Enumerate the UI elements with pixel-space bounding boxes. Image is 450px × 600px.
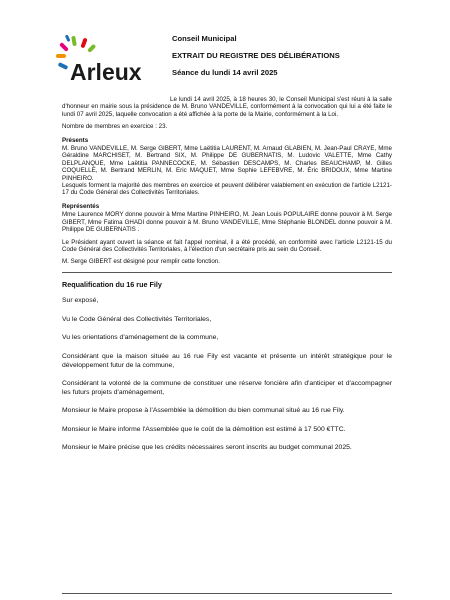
deliberation-paragraph: Considérant que la maison située au 16 rue Fily est vacante et présente un intérêt stratégique pour le développement futur de la commune, xyxy=(62,352,392,369)
presents-list: M. Bruno VANDEVILLE, M. Serge GIBERT, Mme Laëtitia LAURENT, M. Arnaud GLABIEN, M. Jean-Paul CRAYE, Mme Géraldine MARCHISET, M. Bertrand SIX, M. Philippe DE GUBERNATIS, M. Ludovic VALETTE, Mme Cathy DELPLANQUE, Mme Laëtitia PANNECOCKE, M. Sébastien DESCAMPS, M. Charles BEAUCHAMP, M. Gilles COQUELLE, M. Bertrand MERLIN, M. Eric MAQUET, Mme Sophie LEFEBVRE, M. Éric BRIDOUX, Mme Martine PINHEIRO. xyxy=(62,145,392,182)
intro-paragraph: Le lundi 14 avril 2025, à 18 heures 30, le Conseil Municipal s'est réuni à la salle d'honneur en mairie sous la présidence de M. Bruno VANDEVILLE, conformément à la convocation qui lui a été faite le lundi 07 avril 2025, laquelle convocation a été affichée à la porte de la Mairie, conformément à la Loi. xyxy=(62,96,392,118)
footer-divider xyxy=(62,593,392,594)
document-body xyxy=(62,96,392,463)
deliberation-paragraph: Monsieur le Maire propose à l'Assemblée la démolition du bien communal situé au 16 rue Fily. xyxy=(62,407,345,415)
secretary-call-paragraph: Le Président ayant ouvert la séance et fait l'appel nominal, il a été procédé, en conformité avec l'article L2121-15 du Code Général des Collectivités Territoriales, à l'élection d'un secrétaire pris au sein du Conseil. xyxy=(62,238,392,253)
presents-heading: Présents xyxy=(62,136,89,144)
org-name: Conseil Municipal xyxy=(172,34,237,43)
represented-heading: Représentés xyxy=(62,202,100,210)
document-title: EXTRAIT DU REGISTRE DES DÉLIBÉRATIONS xyxy=(172,51,340,60)
deliberation-paragraph: Vu les orientations d'aménagement de la commune, xyxy=(62,334,219,342)
deliberation-paragraph: Vu le Code Général des Collectivités Territoriales, xyxy=(62,315,212,323)
deliberation-paragraph: Sur exposé, xyxy=(62,297,99,305)
document-header xyxy=(172,34,432,85)
deliberation-paragraph: Monsieur le Maire informe l'Assemblée que le coût de la démolition est estimé à 17 500 €TTC. xyxy=(62,425,346,433)
represented-list: Mme Laurence MORY donne pouvoir à Mme Martine PINHEIRO, M. Jean Louis POPULAIRE donne pouvoir à M. Serge GIBERT, Mme Fatima GHADI donne pouvoir à M. Bruno VANDEVILLE, Mme Stéphanie BLONDEL donne pouvoir à M. Philippe DE GUBERNATIS . xyxy=(62,211,392,234)
session-date: Séance du lundi 14 avril 2025 xyxy=(172,68,278,77)
deliberation-section xyxy=(62,281,392,453)
deliberation-title: Requalification du 16 rue Fily xyxy=(62,279,162,289)
arleux-logo xyxy=(54,32,170,92)
quorum-paragraph: Lesquels forment la majorité des membres en exercice et peuvent délibérer valablement en exécution de l'article L2121-17 du Code Général des Collectivités Territoriales. xyxy=(62,182,392,197)
arleux-logo-graphic xyxy=(54,32,170,92)
section-divider xyxy=(62,272,392,273)
deliberation-paragraph: Monsieur le Maire précise que les crédits nécessaires seront inscrits au budget communal 2025. xyxy=(62,444,352,452)
members-count: Nombre de membres en exercice : 23. xyxy=(62,123,168,131)
secretary-paragraph: M. Serge GIBERT est désigné pour remplir cette fonction. xyxy=(62,258,220,266)
logo-wordmark: Arleux xyxy=(70,59,142,85)
deliberation-paragraph: Considérant la volonté de la commune de constituer une réserve foncière afin d'anticiper et d'accompagner les futurs projets d'aménagement, xyxy=(62,380,392,396)
